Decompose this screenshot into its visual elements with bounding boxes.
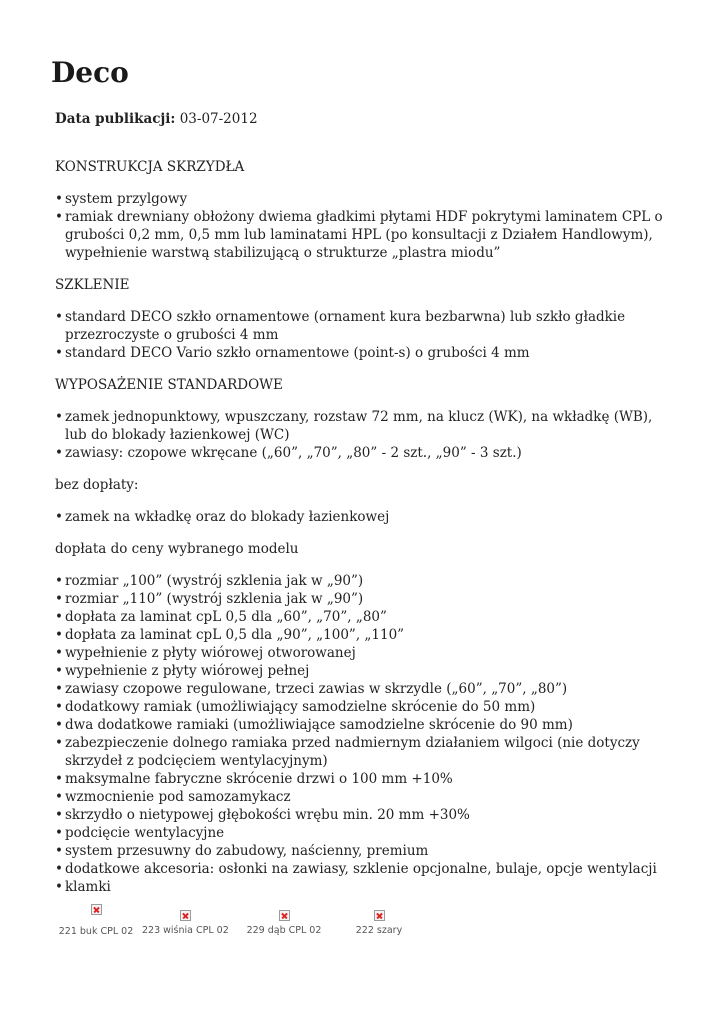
list-item: • rozmiar „110” (wystrój szklenia jak w „90”): [65, 590, 675, 608]
list-item: • standard DECO Vario szkło ornamentowe (point-s) o grubości 4 mm: [65, 344, 675, 362]
list-item: • standard DECO szkło ornamentowe (ornament kura bezbarwna) lub szkło gładkie przezroczyste o grubości 4 mm: [65, 308, 675, 344]
section-heading-surcharge: dopłata do ceny wybranego modelu: [55, 541, 299, 557]
list-item: • system przesuwny do zabudowy, naścienny, premium: [65, 842, 675, 860]
list-item: • wypełnienie z płyty wiórowej pełnej: [65, 662, 675, 680]
swatch-223-wisnia[interactable]: [142, 910, 228, 936]
list-item: • dopłata za laminat cpL 0,5 dla „60”, „70”, „80”: [65, 608, 675, 626]
construction-list: [55, 190, 675, 262]
list-item: • zabezpieczenie dolnego ramiaka przed nadmiernym działaniem wilgoci (nie dotyczy skrzydeł z podcięciem wentylacyjnym): [65, 734, 675, 770]
section-heading-glazing: SZKLENIE: [55, 277, 130, 293]
standard-equipment-list: [55, 408, 675, 462]
list-item: • skrzydło o nietypowej głębokości wrębu min. 20 mm +30%: [65, 806, 675, 824]
publication-date: [55, 110, 675, 128]
surcharge-list: [55, 572, 675, 896]
list-item: • zamek jednopunktowy, wpuszczany, rozstaw 72 mm, na klucz (WK), na wkładkę (WB), lub do blokady łazienkowej (WC): [65, 408, 675, 444]
broken-image-icon[interactable]: [180, 910, 191, 921]
glazing-list: [55, 308, 675, 362]
list-item: • wzmocnienie pod samozamykacz: [65, 788, 675, 806]
list-item: • podcięcie wentylacyjne: [65, 824, 675, 842]
list-item: • ramiak drewniany obłożony dwiema gładkimi płytami HDF pokrytymi laminatem CPL o grubości 0,2 mm, 0,5 mm lub laminatami HPL (po konsultacji z Działem Handlowym), wypełnienie warstwą stabilizującą o strukturze „plastra miodu”: [65, 208, 675, 262]
section-heading-no-surcharge: bez dopłaty:: [55, 477, 139, 493]
swatch-caption: 222 szary: [355, 925, 403, 936]
swatch-caption: 221 buk CPL 02: [58, 926, 134, 937]
swatch-caption: 223 wiśnia CPL 02: [142, 925, 229, 936]
publication-date-label: Data publikacji:: [55, 111, 176, 127]
color-swatch-gallery: [58, 900, 458, 950]
swatch-caption: 229 dąb CPL 02: [246, 925, 322, 936]
list-item: • zawiasy czopowe regulowane, trzeci zawias w skrzydle („60”, „70”, „80”): [65, 680, 675, 698]
list-item: • system przylgowy: [65, 190, 675, 208]
broken-image-icon[interactable]: [374, 910, 385, 921]
section-heading-standard-equipment: WYPOSAŻENIE STANDARDOWE: [55, 377, 283, 393]
list-item: • wypełnienie z płyty wiórowej otworowanej: [65, 644, 675, 662]
list-item: • dopłata za laminat cpL 0,5 dla „90”, „100”, „110”: [65, 626, 675, 644]
page-title: Deco: [51, 56, 129, 89]
list-item: • rozmiar „100” (wystrój szklenia jak w „90”): [65, 572, 675, 590]
swatch-229-dab[interactable]: [246, 910, 322, 936]
list-item: • zawiasy: czopowe wkręcane („60”, „70”, „80” - 2 szt., „90” - 3 szt.): [65, 444, 675, 462]
list-item: • klamki: [65, 878, 675, 896]
article-body: [55, 110, 675, 910]
list-item: • dodatkowe akcesoria: osłonki na zawiasy, szklenie opcjonalne, bulaje, opcje wentylacji: [65, 860, 675, 878]
section-heading-construction: KONSTRUKCJA SKRZYDŁA: [55, 159, 245, 175]
broken-image-icon[interactable]: [279, 910, 290, 921]
no-surcharge-list: [55, 508, 675, 526]
swatch-222-szary[interactable]: [348, 910, 410, 936]
list-item: • dodatkowy ramiak (umożliwiający samodzielne skrócenie do 50 mm): [65, 698, 675, 716]
list-item: • zamek na wkładkę oraz do blokady łazienkowej: [65, 508, 675, 526]
publication-date-value: 03-07-2012: [179, 111, 258, 127]
broken-image-icon[interactable]: [91, 904, 102, 915]
swatch-221-buk[interactable]: [58, 904, 134, 937]
list-item: • dwa dodatkowe ramiaki (umożliwiające samodzielne skrócenie do 90 mm): [65, 716, 675, 734]
list-item: • maksymalne fabryczne skrócenie drzwi o 100 mm +10%: [65, 770, 675, 788]
